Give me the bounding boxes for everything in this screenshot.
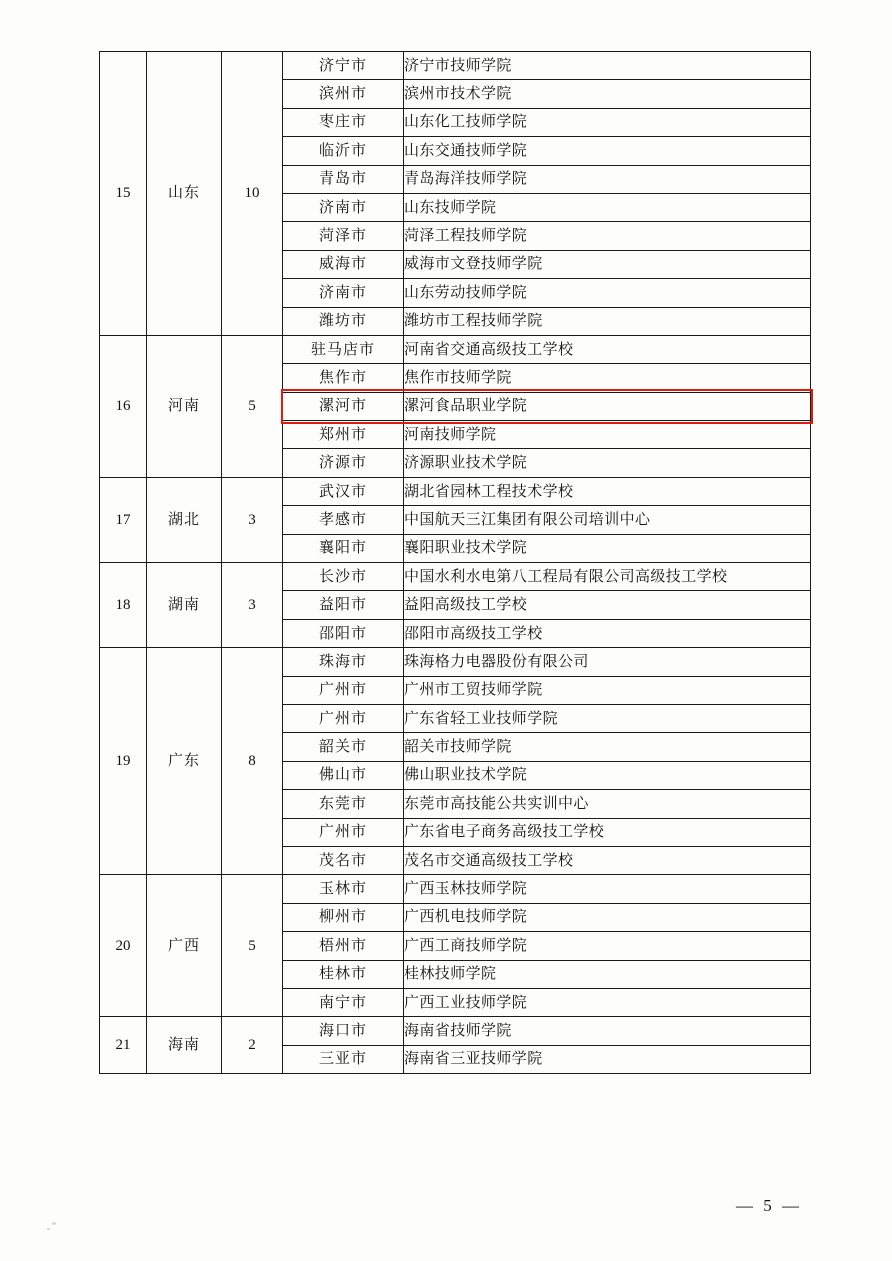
unit-name-cell: 海南省三亚技师学院 [404,1045,811,1073]
city-cell: 驻马店市 [283,335,404,363]
city-cell: 广州市 [283,676,404,704]
city-cell: 东莞市 [283,790,404,818]
unit-name-cell: 海南省技师学院 [404,1017,811,1045]
unit-name-cell: 桂林技师学院 [404,960,811,988]
city-cell: 益阳市 [283,591,404,619]
table-row [100,563,811,591]
table-row [100,477,811,505]
unit-name-cell: 湖北省园林工程技术学校 [404,477,811,505]
city-cell: 枣庄市 [283,108,404,136]
row-index-cell: 19 [100,648,147,875]
unit-name-cell: 山东劳动技师学院 [404,279,811,307]
city-cell: 滨州市 [283,80,404,108]
city-cell: 柳州市 [283,903,404,931]
city-cell: 海口市 [283,1017,404,1045]
count-cell: 10 [222,52,283,336]
unit-name-cell: 菏泽工程技师学院 [404,222,811,250]
row-index-cell: 15 [100,52,147,336]
unit-name-cell: 佛山职业技术学院 [404,761,811,789]
unit-name-cell: 襄阳职业技术学院 [404,534,811,562]
city-cell: 邵阳市 [283,619,404,647]
province-cell: 山东 [147,52,222,336]
province-cell: 广西 [147,875,222,1017]
unit-name-cell: 潍坊市工程技师学院 [404,307,811,335]
unit-name-cell: 广州市工贸技师学院 [404,676,811,704]
city-cell: 济源市 [283,449,404,477]
count-cell: 5 [222,335,283,477]
province-cell: 湖北 [147,477,222,562]
city-cell: 佛山市 [283,761,404,789]
unit-name-cell: 威海市文登技师学院 [404,250,811,278]
city-cell: 三亚市 [283,1045,404,1073]
province-cell: 湖南 [147,563,222,648]
institution-table-container [99,51,805,1074]
city-cell: 菏泽市 [283,222,404,250]
row-index-cell: 18 [100,563,147,648]
city-cell: 临沂市 [283,137,404,165]
city-cell: 漯河市 [283,392,404,420]
unit-name-cell: 韶关市技师学院 [404,733,811,761]
province-cell: 海南 [147,1017,222,1074]
unit-name-cell: 滨州市技术学院 [404,80,811,108]
unit-name-cell: 济宁市技师学院 [404,52,811,80]
row-index-cell: 17 [100,477,147,562]
city-cell: 韶关市 [283,733,404,761]
row-index-cell: 20 [100,875,147,1017]
row-index-cell: 21 [100,1017,147,1074]
unit-name-cell: 焦作市技师学院 [404,364,811,392]
unit-name-cell: 广西玉林技师学院 [404,875,811,903]
city-cell: 济宁市 [283,52,404,80]
unit-name-cell: 珠海格力电器股份有限公司 [404,648,811,676]
table-row [100,52,811,80]
province-cell: 广东 [147,648,222,875]
table-row [100,875,811,903]
page-number: — 5 — [736,1196,802,1215]
unit-name-cell: 中国航天三江集团有限公司培训中心 [404,506,811,534]
unit-name-cell: 河南省交通高级技工学校 [404,335,811,363]
city-cell: 南宁市 [283,988,404,1016]
city-cell: 长沙市 [283,563,404,591]
unit-name-cell: 河南技师学院 [404,421,811,449]
table-row [100,1017,811,1045]
count-cell: 3 [222,563,283,648]
city-cell: 广州市 [283,818,404,846]
count-cell: 2 [222,1017,283,1074]
city-cell: 潍坊市 [283,307,404,335]
city-cell: 郑州市 [283,421,404,449]
unit-name-cell: 漯河食品职业学院 [404,392,811,420]
scan-speck [47,1228,50,1230]
table-row [100,648,811,676]
unit-name-cell: 济源职业技术学院 [404,449,811,477]
city-cell: 茂名市 [283,846,404,874]
unit-name-cell: 东莞市高技能公共实训中心 [404,790,811,818]
scan-speck [52,1222,56,1225]
city-cell: 青岛市 [283,165,404,193]
count-cell: 5 [222,875,283,1017]
unit-name-cell: 山东交通技师学院 [404,137,811,165]
city-cell: 武汉市 [283,477,404,505]
unit-name-cell: 山东化工技师学院 [404,108,811,136]
province-cell: 河南 [147,335,222,477]
city-cell: 珠海市 [283,648,404,676]
unit-name-cell: 广东省电子商务高级技工学校 [404,818,811,846]
unit-name-cell: 青岛海洋技师学院 [404,165,811,193]
unit-name-cell: 邵阳市高级技工学校 [404,619,811,647]
count-cell: 8 [222,648,283,875]
unit-name-cell: 益阳高级技工学校 [404,591,811,619]
unit-name-cell: 茂名市交通高级技工学校 [404,846,811,874]
unit-name-cell: 广东省轻工业技师学院 [404,704,811,732]
city-cell: 焦作市 [283,364,404,392]
unit-name-cell: 广西工商技师学院 [404,932,811,960]
unit-name-cell: 中国水利水电第八工程局有限公司高级技工学校 [404,563,811,591]
row-index-cell: 16 [100,335,147,477]
city-cell: 济南市 [283,193,404,221]
table-row [100,335,811,363]
city-cell: 玉林市 [283,875,404,903]
unit-name-cell: 山东技师学院 [404,193,811,221]
table-body [100,52,811,1074]
city-cell: 济南市 [283,279,404,307]
count-cell: 3 [222,477,283,562]
institution-table [99,51,811,1074]
city-cell: 梧州市 [283,932,404,960]
city-cell: 广州市 [283,704,404,732]
unit-name-cell: 广西机电技师学院 [404,903,811,931]
city-cell: 威海市 [283,250,404,278]
city-cell: 襄阳市 [283,534,404,562]
city-cell: 桂林市 [283,960,404,988]
city-cell: 孝感市 [283,506,404,534]
unit-name-cell: 广西工业技师学院 [404,988,811,1016]
